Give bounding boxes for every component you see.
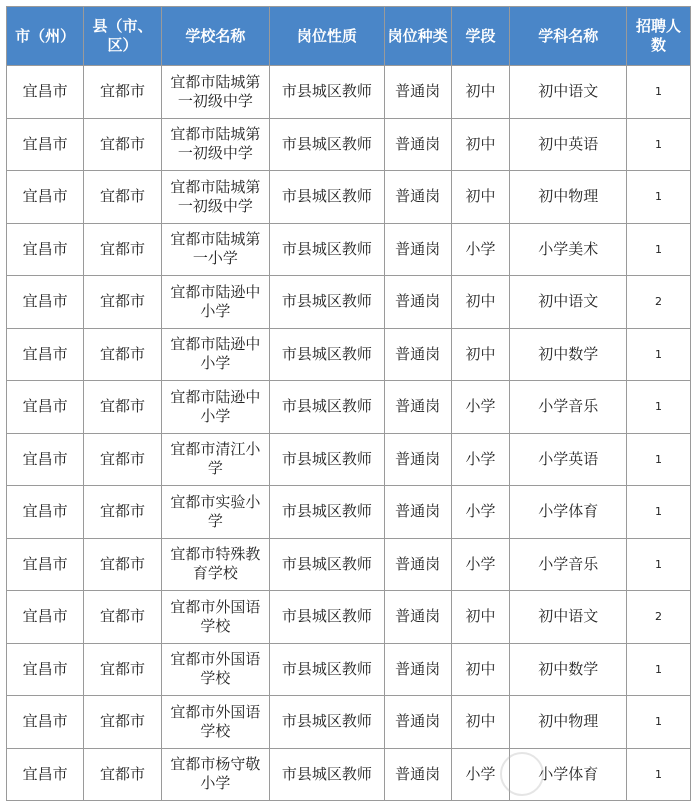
cell-post-type: 普通岗	[384, 538, 451, 591]
table-header	[7, 7, 691, 66]
cell-post-type: 普通岗	[384, 486, 451, 539]
header-row	[7, 7, 691, 66]
cell-post-type: 普通岗	[384, 66, 451, 119]
cell-post-type: 普通岗	[384, 433, 451, 486]
cell-stage: 初中	[451, 591, 510, 644]
cell-post-nature: 市县城区教师	[270, 643, 385, 696]
header-post-type: 岗位种类	[384, 7, 451, 66]
cell-stage: 初中	[451, 276, 510, 329]
header-post-nature: 岗位性质	[270, 7, 385, 66]
cell-count: 1	[627, 486, 691, 539]
table-row	[7, 328, 691, 381]
cell-school: 宜都市外国语学校	[161, 591, 269, 644]
cell-post-nature: 市县城区教师	[270, 696, 385, 749]
cell-post-type: 普通岗	[384, 381, 451, 434]
cell-city: 宜昌市	[7, 748, 84, 801]
table-row	[7, 696, 691, 749]
cell-school: 宜都市实验小学	[161, 486, 269, 539]
table-row	[7, 748, 691, 801]
cell-count: 1	[627, 223, 691, 276]
cell-city: 宜昌市	[7, 486, 84, 539]
cell-stage: 小学	[451, 223, 510, 276]
cell-city: 宜昌市	[7, 433, 84, 486]
cell-subject: 初中英语	[510, 118, 627, 171]
table-row	[7, 223, 691, 276]
cell-county: 宜都市	[84, 66, 161, 119]
cell-school: 宜都市陆逊中小学	[161, 328, 269, 381]
cell-city: 宜昌市	[7, 171, 84, 224]
cell-county: 宜都市	[84, 591, 161, 644]
cell-stage: 小学	[451, 381, 510, 434]
cell-stage: 初中	[451, 171, 510, 224]
cell-county: 宜都市	[84, 538, 161, 591]
cell-school: 宜都市外国语学校	[161, 696, 269, 749]
cell-subject: 初中语文	[510, 66, 627, 119]
cell-stage: 初中	[451, 66, 510, 119]
cell-post-nature: 市县城区教师	[270, 433, 385, 486]
cell-city: 宜昌市	[7, 223, 84, 276]
cell-post-nature: 市县城区教师	[270, 538, 385, 591]
cell-city: 宜昌市	[7, 381, 84, 434]
cell-subject: 初中数学	[510, 328, 627, 381]
cell-stage: 初中	[451, 643, 510, 696]
cell-post-nature: 市县城区教师	[270, 328, 385, 381]
recruitment-table	[6, 6, 691, 801]
cell-county: 宜都市	[84, 696, 161, 749]
cell-school: 宜都市陆城第一初级中学	[161, 118, 269, 171]
cell-stage: 初中	[451, 696, 510, 749]
table-row	[7, 381, 691, 434]
cell-post-type: 普通岗	[384, 591, 451, 644]
cell-count: 2	[627, 276, 691, 329]
cell-county: 宜都市	[84, 328, 161, 381]
cell-subject: 小学英语	[510, 433, 627, 486]
table-row	[7, 171, 691, 224]
cell-count: 1	[627, 118, 691, 171]
cell-post-type: 普通岗	[384, 643, 451, 696]
table-row	[7, 118, 691, 171]
header-city: 市（州）	[7, 7, 84, 66]
cell-county: 宜都市	[84, 486, 161, 539]
cell-post-nature: 市县城区教师	[270, 171, 385, 224]
cell-school: 宜都市特殊教育学校	[161, 538, 269, 591]
header-subject: 学科名称	[510, 7, 627, 66]
cell-stage: 小学	[451, 486, 510, 539]
table-row	[7, 276, 691, 329]
cell-subject: 小学美术	[510, 223, 627, 276]
cell-stage: 初中	[451, 328, 510, 381]
cell-post-nature: 市县城区教师	[270, 591, 385, 644]
cell-county: 宜都市	[84, 433, 161, 486]
cell-subject: 初中语文	[510, 276, 627, 329]
cell-school: 宜都市陆逊中小学	[161, 276, 269, 329]
table-row	[7, 643, 691, 696]
cell-post-type: 普通岗	[384, 748, 451, 801]
cell-county: 宜都市	[84, 748, 161, 801]
cell-post-type: 普通岗	[384, 276, 451, 329]
cell-subject: 初中物理	[510, 696, 627, 749]
cell-school: 宜都市清江小学	[161, 433, 269, 486]
table-body	[7, 66, 691, 801]
cell-count: 1	[627, 748, 691, 801]
cell-count: 1	[627, 643, 691, 696]
cell-post-type: 普通岗	[384, 328, 451, 381]
table-row	[7, 66, 691, 119]
table-row	[7, 486, 691, 539]
cell-count: 1	[627, 328, 691, 381]
cell-post-type: 普通岗	[384, 171, 451, 224]
cell-subject: 小学音乐	[510, 381, 627, 434]
cell-count: 1	[627, 696, 691, 749]
cell-post-type: 普通岗	[384, 696, 451, 749]
cell-post-type: 普通岗	[384, 223, 451, 276]
cell-city: 宜昌市	[7, 66, 84, 119]
cell-post-nature: 市县城区教师	[270, 381, 385, 434]
cell-subject: 小学体育	[510, 748, 627, 801]
cell-city: 宜昌市	[7, 696, 84, 749]
cell-subject: 初中物理	[510, 171, 627, 224]
cell-count: 1	[627, 538, 691, 591]
cell-school: 宜都市陆城第一初级中学	[161, 171, 269, 224]
cell-post-nature: 市县城区教师	[270, 118, 385, 171]
cell-stage: 小学	[451, 538, 510, 591]
table-row	[7, 538, 691, 591]
cell-subject: 初中语文	[510, 591, 627, 644]
cell-count: 1	[627, 66, 691, 119]
cell-school: 宜都市外国语学校	[161, 643, 269, 696]
cell-stage: 初中	[451, 118, 510, 171]
cell-county: 宜都市	[84, 171, 161, 224]
cell-city: 宜昌市	[7, 118, 84, 171]
cell-count: 1	[627, 381, 691, 434]
cell-post-nature: 市县城区教师	[270, 223, 385, 276]
table-row	[7, 433, 691, 486]
header-county: 县（市、区）	[84, 7, 161, 66]
cell-subject: 初中数学	[510, 643, 627, 696]
cell-county: 宜都市	[84, 223, 161, 276]
cell-stage: 小学	[451, 433, 510, 486]
cell-city: 宜昌市	[7, 591, 84, 644]
cell-school: 宜都市陆城第一小学	[161, 223, 269, 276]
cell-county: 宜都市	[84, 381, 161, 434]
cell-post-nature: 市县城区教师	[270, 748, 385, 801]
cell-county: 宜都市	[84, 643, 161, 696]
cell-county: 宜都市	[84, 276, 161, 329]
cell-city: 宜昌市	[7, 643, 84, 696]
cell-subject: 小学体育	[510, 486, 627, 539]
header-count: 招聘人数	[627, 7, 691, 66]
cell-count: 1	[627, 433, 691, 486]
cell-post-nature: 市县城区教师	[270, 276, 385, 329]
cell-subject: 小学音乐	[510, 538, 627, 591]
cell-post-type: 普通岗	[384, 118, 451, 171]
cell-school: 宜都市杨守敬小学	[161, 748, 269, 801]
cell-stage: 小学	[451, 748, 510, 801]
header-stage: 学段	[451, 7, 510, 66]
cell-school: 宜都市陆逊中小学	[161, 381, 269, 434]
cell-school: 宜都市陆城第一初级中学	[161, 66, 269, 119]
table-row	[7, 591, 691, 644]
cell-post-nature: 市县城区教师	[270, 66, 385, 119]
cell-count: 2	[627, 591, 691, 644]
cell-city: 宜昌市	[7, 538, 84, 591]
cell-post-nature: 市县城区教师	[270, 486, 385, 539]
header-school: 学校名称	[161, 7, 269, 66]
cell-county: 宜都市	[84, 118, 161, 171]
watermark-logo	[500, 752, 544, 796]
cell-city: 宜昌市	[7, 276, 84, 329]
cell-count: 1	[627, 171, 691, 224]
cell-city: 宜昌市	[7, 328, 84, 381]
